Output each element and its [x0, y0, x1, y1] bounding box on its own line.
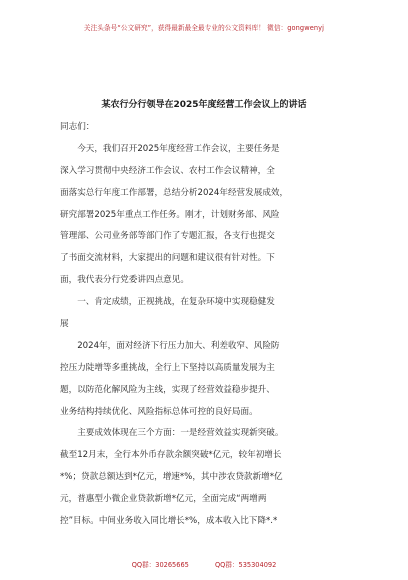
document-title: 某农行分行领导在2025年度经营工作会议上的讲话 [101, 100, 307, 110]
body-line: 面落实总行年度工作部署，总结分析2024年经营发展成效， [60, 187, 289, 198]
body-line: 深入学习贯彻中央经济工作会议、农村工作会议精神，全 [60, 165, 275, 176]
body-line: 题，以防范化解风险为主线，实现了经营效益稳步提升、 [60, 384, 275, 395]
body-line: 控压力陡增等多重挑战，全行上下坚持以高质量发展为主 [60, 362, 275, 373]
body-line: 主要成效体现在三个方面：一是经营效益实现新突破。 [60, 428, 284, 439]
body-line: 元，普惠型小微企业贷款新增*亿元，全面完成“两增两 [60, 494, 267, 505]
body-line: 面，我代表分行党委讲四点意见。 [60, 275, 189, 286]
body-line: 管理部、公司业务部等部门作了专题汇报，各支行也提交 [60, 231, 275, 242]
body-line: 研究部署2025年重点工作任务。刚才，计划财务部、风险 [60, 209, 280, 220]
top-banner: 关注头条号“公文研究”，获得最新最全最专业的公文资料库！ 微信：gongwenyj [83, 24, 325, 32]
section-heading-line: 一、肯定成绩，正视挑战，在复杂环境中实现稳健发 [60, 297, 275, 308]
body-line: 了书面交流材料，大家提出的问题和建议很有针对性。下 [60, 253, 275, 264]
body-line: 今天，我们召开2025年度经营工作会议，主要任务是 [60, 143, 280, 154]
salutation: 同志们： [60, 122, 95, 132]
document-body [60, 117, 355, 533]
body-line: 业务结构持续优化、风险指标总体可控的良好局面。 [60, 406, 258, 417]
section-heading-line: 展 [60, 319, 69, 330]
body-line: 截至12月末，全行本外币存款余额突破*亿元，较年初增长 [60, 450, 282, 461]
footer-qq-group-2: QQ群：535304092 [214, 561, 277, 569]
footer-qq-group-1: QQ群：30265665 [131, 561, 189, 569]
body-line: 控”目标。中间业务收入同比增长*%，成本收入比下降*.* [60, 516, 278, 527]
footer-contacts [0, 559, 408, 569]
body-line: 2024年，面对经济下行压力加大、利差收窄、风险防 [60, 340, 280, 351]
body-line: *%；贷款总额达到*亿元，增速*%，其中涉农贷款新增*亿 [60, 472, 283, 483]
